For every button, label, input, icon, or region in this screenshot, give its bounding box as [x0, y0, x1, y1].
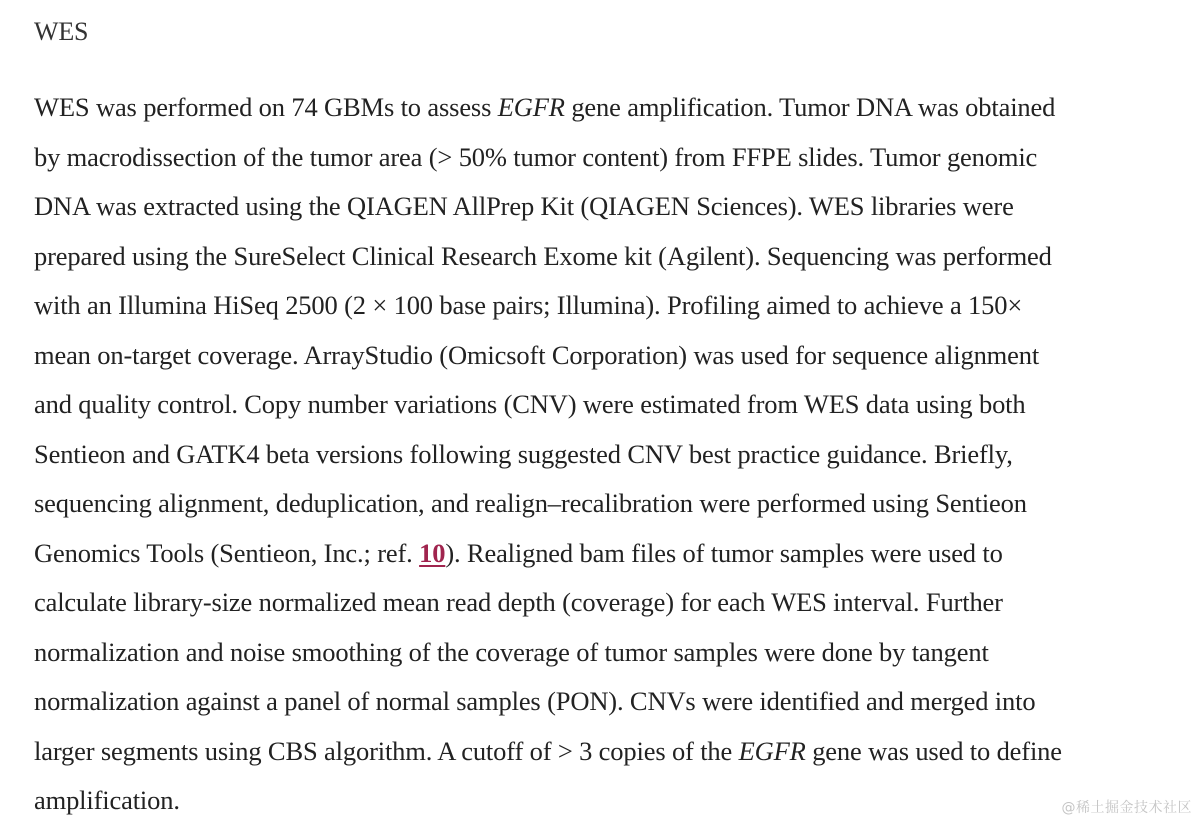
paragraph-line-13: normalization against a panel of normal samples (PON). CNVs were identified and merged into	[34, 686, 1036, 716]
text-run: WES was performed on 74 GBMs to assess	[34, 92, 498, 122]
paragraph-line-12: normalization and noise smoothing of the coverage of tumor samples were done by tangent	[34, 636, 989, 667]
paragraph-line-8: Sentieon and GATK4 beta versions following suggested CNV best practice guidance. Briefly,	[34, 438, 1013, 469]
section-heading: WES	[34, 17, 89, 46]
paragraph-line-10	[34, 529, 1184, 579]
paragraph-line-7: and quality control. Copy number variations (CNV) were estimated from WES data using both	[34, 389, 1026, 419]
methods-paragraph	[34, 83, 1184, 826]
paragraph-line-3: DNA was extracted using the QIAGEN AllPrep Kit (QIAGEN Sciences). WES libraries were	[34, 191, 1014, 221]
paragraph-line-1	[34, 83, 1184, 133]
paragraph-line-2: by macrodissection of the tumor area (> 50% tumor content) from FFPE slides. Tumor genomic	[34, 141, 1038, 172]
paragraph-line-6: mean on-target coverage. ArrayStudio (Omicsoft Corporation) was used for sequence alignment	[34, 339, 1040, 370]
article-section	[34, 14, 1184, 826]
paragraph-line-5: with an Illumina HiSeq 2500 (2 × 100 base pairs; Illumina). Profiling aimed to achieve a 150×	[34, 290, 1023, 320]
text-run: gene was used to define	[805, 735, 1062, 766]
text-run: Genomics Tools (Sentieon, Inc.; ref.	[34, 537, 420, 568]
text-run: gene amplification. Tumor DNA was obtained	[564, 92, 1056, 122]
text-run: ). Realigned bam files of tumor samples were used to	[445, 537, 1003, 568]
paragraph-line-4: prepared using the SureSelect Clinical Research Exome kit (Agilent). Sequencing was performed	[34, 240, 1052, 271]
paragraph-line-9: sequencing alignment, deduplication, and realign–recalibration were performed using Sentieon	[34, 488, 1027, 518]
reference-link[interactable]: 10	[419, 537, 446, 568]
gene-name: EGFR	[738, 735, 806, 766]
text-run: larger segments using CBS algorithm. A cutoff of > 3 copies of the	[34, 735, 739, 766]
paragraph-line-14	[34, 727, 1184, 777]
paragraph-line-15: amplification.	[34, 785, 180, 815]
gene-name: EGFR	[497, 92, 565, 122]
paragraph-line-11: calculate library-size normalized mean read depth (coverage) for each WES interval. Further	[34, 587, 1003, 617]
watermark: @稀土掘金技术社区	[1061, 800, 1192, 816]
